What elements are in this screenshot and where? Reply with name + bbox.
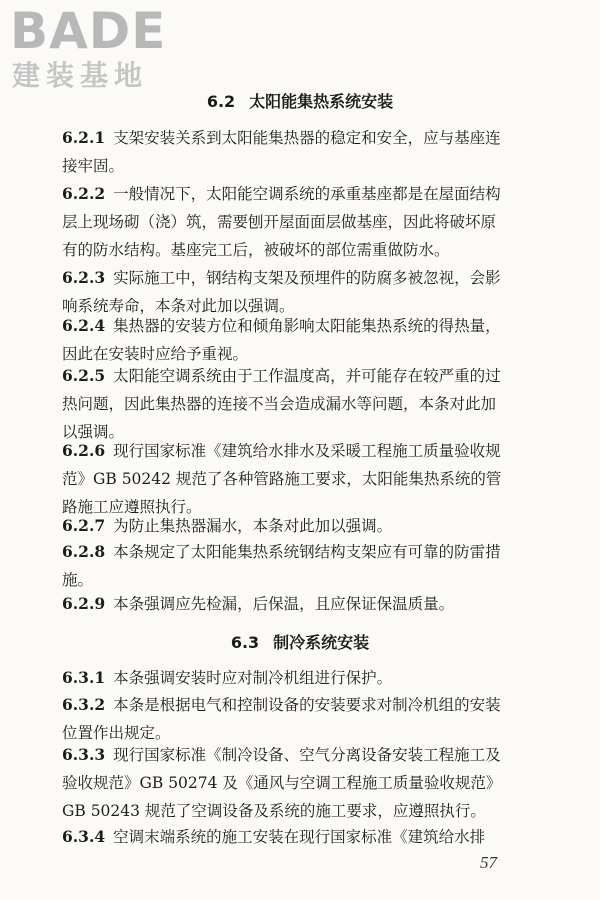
section-number: 6.3 [230,633,260,652]
clause-number: 6.3.3 [62,745,106,764]
clause-text: 一般情况下，太阳能空调系统的承重基座都是在屋面结构层上现场砌（浇）筑，需要刨开屋面面层做基座，因此将破坏原有的防水结构。基座完工后，被破坏的部位需重做防水。 [62,185,501,259]
clause-text: 本条规定了太阳能集热系统钢结构支架应有可靠的防雷措施。 [62,543,501,589]
clause-number: 6.2.4 [62,316,106,335]
section-heading-6-2 [0,91,600,113]
clause-text: 现行国家标准《建筑给水排水及采暖工程施工质量验收规范》GB 50242 规范了各种管路施工要求，太阳能集热系统的管路施工应遵照执行。 [62,442,502,516]
bade-logo [10,2,180,94]
clause-number: 6.2.2 [62,184,106,203]
clause-text: 本条强调安装时应对制冷机组进行保护。 [113,669,393,687]
clause-text: 集热器的安装方位和倾角影响太阳能集热系统的得热量，因此在安装时应给予重视。 [62,317,501,363]
clause-6-2-9 [62,590,506,618]
clause-text: 为防止集热器漏水，本条对此加以强调。 [113,517,393,535]
clause-6-2-1 [62,124,506,180]
clause-number: 6.3.2 [62,695,106,714]
clause-6-3-1 [62,664,506,692]
clause-6-2-8 [62,538,506,594]
section-title-text: 制冷系统安装 [273,633,370,652]
clause-number: 6.2.1 [62,128,106,147]
clause-6-3-3 [62,741,506,825]
clause-text: 本条是根据电气和控制设备的安装要求对制冷机组的安装位置作出规定。 [62,696,501,742]
clause-text: 空调末端系统的施工安装在现行国家标准《建筑给水排 [113,828,486,846]
clause-number: 6.2.5 [62,366,106,385]
clause-number: 6.2.8 [62,542,106,561]
clause-number: 6.2.3 [62,268,106,287]
clause-text: 实际施工中，钢结构支架及预埋件的防腐多被忽视，会影响系统寿命，本条对此加以强调。 [62,269,501,315]
clause-number: 6.2.7 [62,516,106,535]
clause-text: 支架安装关系到太阳能集热器的稳定和安全，应与基座连接牢固。 [62,129,501,175]
section-title-text: 太阳能集热系统安装 [249,92,394,111]
page-number: 57 [480,853,497,872]
clause-6-3-4 [62,823,506,851]
clause-6-2-7 [62,512,506,540]
clause-6-2-5 [62,362,506,446]
clause-number: 6.3.1 [62,668,106,687]
clause-text: 太阳能空调系统由于工作温度高，并可能存在较严重的过热问题，因此集热器的连接不当会造成漏水等问题，本条对此加以强调。 [62,367,501,441]
clause-number: 6.3.4 [62,827,106,846]
clause-number: 6.2.9 [62,594,106,613]
clause-text: 现行国家标准《制冷设备、空气分离设备安装工程施工及验收规范》GB 50274 及《通风与空调工程施工质量验收规范》GB 50243 规范了空调设备及系统的施工要求，应遵照执行。 [62,746,502,820]
clause-6-3-2 [62,691,506,747]
logo-wordmark: BADE [10,2,167,60]
logo-subtitle: 建装基地 [12,59,149,92]
clause-6-2-4 [62,312,506,368]
clause-text: 本条强调应先检漏，后保温，且应保证保温质量。 [113,595,455,613]
section-heading-6-3 [0,632,600,654]
clause-number: 6.2.6 [62,441,106,460]
clause-6-2-6 [62,437,506,521]
clause-6-2-2 [62,180,506,264]
section-number: 6.2 [206,92,236,111]
